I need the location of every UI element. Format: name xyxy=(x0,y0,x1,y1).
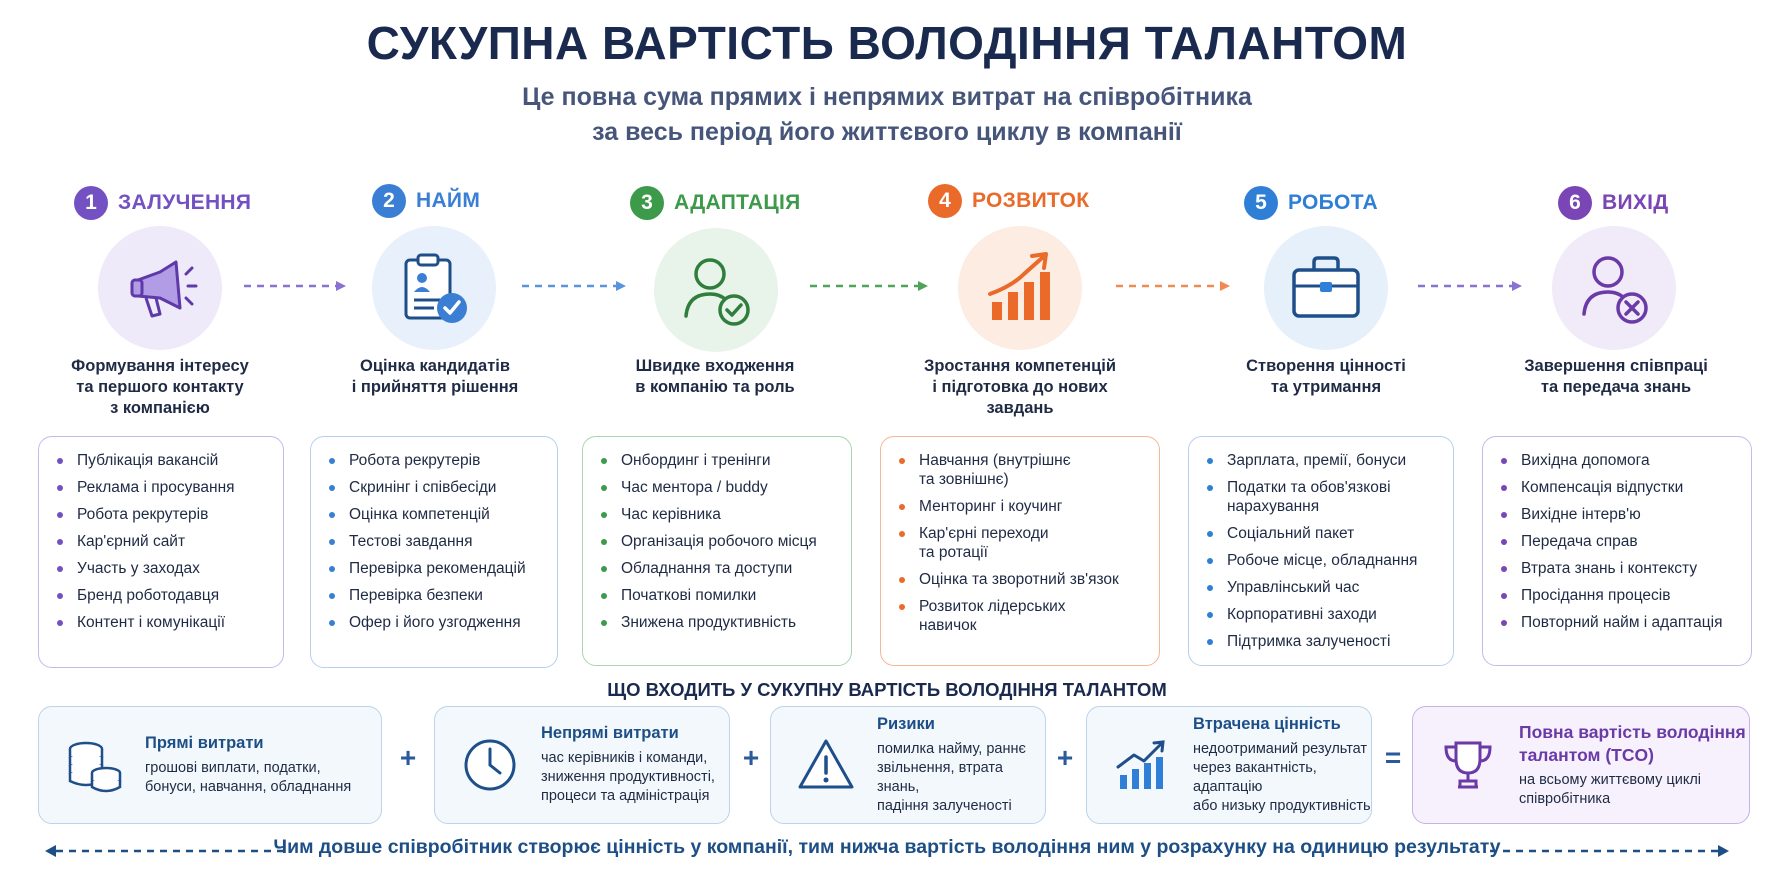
stage-icon-circle-3 xyxy=(654,228,778,352)
trophy-icon xyxy=(1438,735,1498,795)
clock-icon xyxy=(460,735,520,795)
list-item: Кар'єрний сайт xyxy=(57,532,273,551)
list-item: Початкові помилки xyxy=(601,586,841,605)
coins-icon xyxy=(64,735,124,795)
section-title: ЩО ВХОДИТЬ У СУКУПНУ ВАРТІСТЬ ВОЛОДІННЯ ТАЛАНТОМ xyxy=(607,679,1167,700)
stage-header-3 xyxy=(630,186,801,220)
list-item: Робоче місце, обладнання xyxy=(1207,551,1443,570)
stage-header-5 xyxy=(1244,186,1378,220)
arrow-icon xyxy=(1418,280,1524,292)
cost-box-risks: Ризики помилка найму, раннє звільнення, втрата знань, падіння залученості xyxy=(770,706,1046,824)
stage-card-6 xyxy=(1482,436,1752,666)
stage-desc-5: Створення цінності та утримання xyxy=(1246,357,1406,396)
list-item: Робота рекрутерів xyxy=(57,505,273,524)
list-item: Контент і комунікації xyxy=(57,613,273,632)
plus-operator: + xyxy=(399,742,417,773)
arrow-right-icon xyxy=(1490,844,1730,858)
list-item: Вихідне інтерв'ю xyxy=(1501,505,1741,524)
user-check-icon xyxy=(674,248,758,332)
stage-icon-circle-1 xyxy=(98,226,222,350)
list-item: Час керівника xyxy=(601,505,841,524)
stage-icon-circle-5 xyxy=(1264,226,1388,350)
stage-desc-3: Швидке входження в компанію та роль xyxy=(635,357,795,396)
list-item: Офер і його узгодження xyxy=(329,613,547,632)
user-remove-icon xyxy=(1572,246,1656,330)
stage-card-1 xyxy=(38,436,284,668)
plus-operator: + xyxy=(1056,742,1074,773)
stage-header-1 xyxy=(74,186,251,220)
stage-number-5: 5 xyxy=(1244,186,1278,220)
list-item: Перевірка безпеки xyxy=(329,586,547,605)
stage-card-2 xyxy=(310,436,558,668)
page-title: СУКУПНА ВАРТІСТЬ ВОЛОДІННЯ ТАЛАНТОМ xyxy=(366,17,1408,69)
cost-box-indirect: Непрямі витрати час керівників і команди, зниження продуктивності, процеси та адміністрація xyxy=(434,706,730,824)
cost-title: Втрачена цінність xyxy=(1193,714,1341,733)
list-item: Кар'єрні переходи та ротації xyxy=(899,524,1149,562)
stage-desc-2: Оцінка кандидатів і прийняття рішення xyxy=(351,357,519,396)
list-item: Втрата знань і контексту xyxy=(1501,559,1741,578)
stage-name-5: РОБОТА xyxy=(1288,191,1378,214)
list-item: Робота рекрутерів xyxy=(329,451,547,470)
list-item: Просідання процесів xyxy=(1501,586,1741,605)
stage-header-2 xyxy=(372,184,480,218)
growth-chart-icon xyxy=(978,246,1062,330)
cost-box-lost-value: Втрачена цінність недоотриманий результат через вакантність, адаптацію або низьку продуктивність xyxy=(1086,706,1372,824)
list-item: Розвиток лідерських навичок xyxy=(899,597,1149,635)
list-item: Онбординг і тренінги xyxy=(601,451,841,470)
cost-box-direct: Прямі витрати грошові виплати, податки, бонуси, навчання, обладнання xyxy=(38,706,382,824)
stage-icon-circle-6 xyxy=(1552,226,1676,350)
list-item: Участь у заходах xyxy=(57,559,273,578)
list-item: Обладнання та доступи xyxy=(601,559,841,578)
arrow-icon xyxy=(522,280,628,292)
stage-name-4: РОЗВИТОК xyxy=(972,189,1090,212)
list-item: Вихідна допомога xyxy=(1501,451,1741,470)
stage-header-4 xyxy=(928,184,1089,218)
stage-name-6: ВИХІД xyxy=(1602,191,1669,214)
cost-title: Прямі витрати xyxy=(145,733,264,752)
cost-box-total: Повна вартість володіння талантом (TCO) на всьому життєвому циклі співробітника xyxy=(1412,706,1750,824)
total-title-line-1: Повна вартість володіння xyxy=(1519,722,1746,742)
list-item: Час ментора / buddy xyxy=(601,478,841,497)
stage-number-3: 3 xyxy=(630,186,664,220)
arrow-icon xyxy=(244,280,348,292)
list-item: Оцінка та зворотний зв'язок xyxy=(899,570,1149,589)
clipboard-check-icon xyxy=(392,246,476,330)
stage-icon-circle-4 xyxy=(958,226,1082,350)
list-item: Передача справ xyxy=(1501,532,1741,551)
stage-name-1: ЗАЛУЧЕННЯ xyxy=(118,191,252,214)
warning-icon xyxy=(796,735,856,795)
briefcase-icon xyxy=(1284,246,1368,330)
footer xyxy=(0,836,1774,866)
list-item: Організація робочого місця xyxy=(601,532,841,551)
stage-card-3 xyxy=(582,436,852,666)
stage-number-1: 1 xyxy=(74,186,108,220)
list-item: Корпоративні заходи xyxy=(1207,605,1443,624)
list-item: Реклама і просування xyxy=(57,478,273,497)
list-item: Бренд роботодавця xyxy=(57,586,273,605)
list-item: Навчання (внутрішнє та зовнішнє) xyxy=(899,451,1149,489)
stage-name-3: АДАПТАЦІЯ xyxy=(674,191,801,214)
trend-chart-icon xyxy=(1112,735,1172,795)
list-item: Податки та обов'язкові нарахування xyxy=(1207,478,1443,516)
megaphone-icon xyxy=(120,248,200,328)
stage-number-2: 2 xyxy=(372,184,406,218)
equals-operator: = xyxy=(1384,742,1402,773)
stage-desc-6: Завершення співпраці та передача знань xyxy=(1524,357,1708,396)
list-item: Підтримка залученості xyxy=(1207,632,1443,651)
arrow-icon xyxy=(810,280,930,292)
stage-card-5 xyxy=(1188,436,1454,666)
list-item: Соціальний пакет xyxy=(1207,524,1443,543)
total-title-line-2: талантом (TCO) xyxy=(1519,745,1654,765)
stage-name-2: НАЙМ xyxy=(416,189,481,212)
stage-number-4: 4 xyxy=(928,184,962,218)
list-item: Оцінка компетенцій xyxy=(329,505,547,524)
footer-text: Чим довше співробітник створює цінність у компанії, тим нижча вартість володіння ним у розрахунку на одиницю результату xyxy=(273,836,1501,858)
list-item: Перевірка рекомендацій xyxy=(329,559,547,578)
stage-number-6: 6 xyxy=(1558,186,1592,220)
list-item: Повторний найм і адаптація xyxy=(1501,613,1741,632)
list-item: Менторинг і коучинг xyxy=(899,497,1149,516)
stage-header-6 xyxy=(1558,186,1669,220)
cost-title: Ризики xyxy=(877,714,935,733)
stage-desc-4: Зростання компетенцій і підготовка до нових завдань xyxy=(924,357,1116,417)
list-item: Скринінг і співбесіди xyxy=(329,478,547,497)
stage-card-4 xyxy=(880,436,1160,666)
list-item: Тестові завдання xyxy=(329,532,547,551)
list-item: Публікація вакансій xyxy=(57,451,273,470)
cost-title: Непрямі витрати xyxy=(541,724,679,742)
list-item: Знижена продуктивність xyxy=(601,613,841,632)
page-subtitle-line-2: за весь період його життєвого циклу в компанії xyxy=(592,118,1182,146)
stage-desc-1: Формування інтересу та першого контакту з компанією xyxy=(71,357,249,417)
page-subtitle-line-1: Це повна сума прямих і непрямих витрат на співробітника xyxy=(522,83,1252,111)
list-item: Зарплата, премії, бонуси xyxy=(1207,451,1443,470)
arrow-icon xyxy=(1116,280,1232,292)
plus-operator: + xyxy=(742,742,760,773)
list-item: Компенсація відпустки xyxy=(1501,478,1741,497)
stage-icon-circle-2 xyxy=(372,226,496,350)
list-item: Управлінський час xyxy=(1207,578,1443,597)
